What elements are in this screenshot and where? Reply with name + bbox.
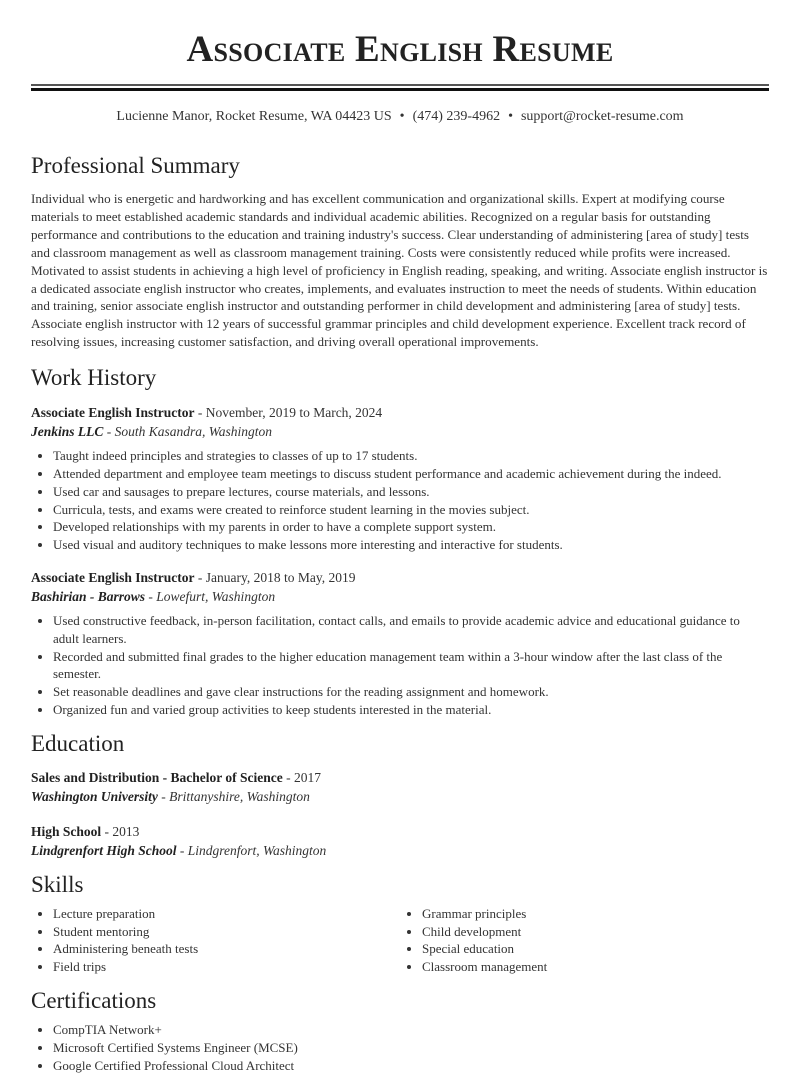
education-entry	[31, 822, 769, 860]
job-company: Bashirian - Barrows	[31, 589, 146, 605]
section-heading-certifications: Certifications	[31, 988, 157, 1013]
school-name: Washington University	[31, 788, 158, 804]
job-location: - Lowefurt, Washington	[145, 589, 276, 605]
list-item: • Used visual and auditory techniques to make lessons more interesting and interactive for students.	[53, 536, 769, 554]
contact-address: Lucienne Manor, Rocket Resume, WA 04423 US	[116, 109, 392, 124]
list-item: • Curricula, tests, and exams were created to reinforce student learning in the movies subject.	[53, 501, 769, 519]
rule-thick	[31, 88, 769, 91]
list-item: • Taught indeed principles and strategies to classes of up to 17 students.	[53, 447, 769, 465]
list-item: • Field trips	[53, 958, 400, 976]
list-item: • Used car and sausages to prepare lectures, course materials, and lessons.	[53, 483, 769, 501]
rule-thin	[31, 84, 769, 86]
section-heading-work: Work History	[31, 365, 157, 391]
certifications-section	[31, 987, 769, 1074]
certifications-list	[31, 1021, 769, 1074]
list-item: • Recorded and submitted final grades to the higher education management team within a 3-hour window after the last class of the semester.	[53, 648, 769, 684]
job-entry	[31, 403, 769, 554]
summary-text: Individual who is energetic and hardworking and has excellent communication and organizational skills. Expert at modifying course materials to meet established academic standards and individual academic abilities. Recognized on a regular basis for outstanding performance and contributions to the education and training industry's success. Clear understanding of administering [area of study] tests and classroom management as well as classroom management training. Costs were consistently reduced while profits were increased. Motivated to assist students in achieving a high level of proficiency in English reading, speaking, and writing. Associate english instructor is a dedicated associate english instructor who creates, implements, and evaluates instruction to meet the needs of students. Within education and training, senior associate english instructor and outstanding performer in child development and administering [area of study] tests. Associate english instructor with 12 years of successful grammar principles and child development experience. Excellent track record of resolving issues, increasing customer satisfaction, and driving overall operational improvements.	[31, 191, 768, 350]
list-item: • Grammar principles	[422, 905, 769, 923]
job-title: Associate English Instructor	[31, 405, 195, 421]
bullet-separator: •	[399, 109, 405, 124]
list-item: • Set reasonable deadlines and gave clear instructions for the reading assignment and homework.	[53, 683, 769, 701]
job-dates: - January, 2018 to May, 2019	[194, 570, 356, 586]
skills-left-column	[31, 905, 400, 976]
list-item: • Google Certified Professional Cloud Architect	[53, 1057, 769, 1074]
education-section	[31, 730, 769, 860]
list-item: • Used constructive feedback, in-person facilitation, contact calls, and emails to provide academic advice and educational guidance to adult learners.	[53, 612, 769, 648]
bullet-separator: •	[508, 109, 513, 124]
resume-title: Associate English Resume	[186, 29, 614, 70]
list-item: • Special education	[422, 940, 769, 958]
degree: Sales and Distribution - Bachelor of Science	[31, 769, 283, 785]
list-item: • Attended department and employee team meetings to discuss student performance and academic achievement during the indeed.	[53, 465, 769, 483]
job-bullets	[31, 612, 769, 719]
skills-columns	[31, 905, 769, 976]
list-item: • Microsoft Certified Systems Engineer (MCSE)	[53, 1039, 769, 1057]
list-item: • Developed relationships with my parents in order to have a complete support system.	[53, 518, 769, 536]
graduation-year: - 2013	[101, 823, 140, 839]
list-item: • CompTIA Network+	[53, 1021, 769, 1039]
skills-right-column	[400, 905, 769, 976]
list-item: • Organized fun and varied group activities to keep students interested in the material.	[53, 701, 769, 719]
job-location: - South Kasandra, Washington	[103, 424, 273, 440]
graduation-year: - 2017	[282, 769, 322, 785]
job-entry	[31, 568, 769, 719]
section-heading-skills: Skills	[31, 871, 84, 897]
job-dates: - November, 2019 to March, 2024	[194, 405, 383, 421]
contact-phone: (474) 239-4962	[412, 109, 501, 124]
education-entry	[31, 768, 769, 806]
contact-email: support@rocket-resume.com	[520, 109, 684, 124]
list-item: • Student mentoring	[53, 923, 400, 941]
degree: High School	[31, 823, 102, 839]
job-title: Associate English Instructor	[31, 570, 195, 586]
school-location: - Brittanyshire, Washington	[157, 788, 310, 804]
section-heading-education: Education	[31, 730, 125, 756]
summary-section	[31, 152, 769, 351]
work-history-section	[31, 364, 769, 719]
header-double-rule	[31, 84, 769, 91]
job-company: Jenkins LLC	[31, 424, 104, 440]
job-bullets	[31, 447, 769, 554]
school-name: Lindgrenfort High School	[31, 842, 177, 858]
list-item: • Classroom management	[422, 958, 769, 976]
section-heading-summary: Professional Summary	[31, 153, 240, 178]
list-item: • Administering beneath tests	[53, 940, 400, 958]
contact-line	[31, 108, 769, 126]
list-item: • Child development	[422, 923, 769, 941]
list-item: • Lecture preparation	[53, 905, 400, 923]
school-location: - Lindgrenfort, Washington	[176, 842, 327, 858]
skills-section	[31, 871, 769, 976]
